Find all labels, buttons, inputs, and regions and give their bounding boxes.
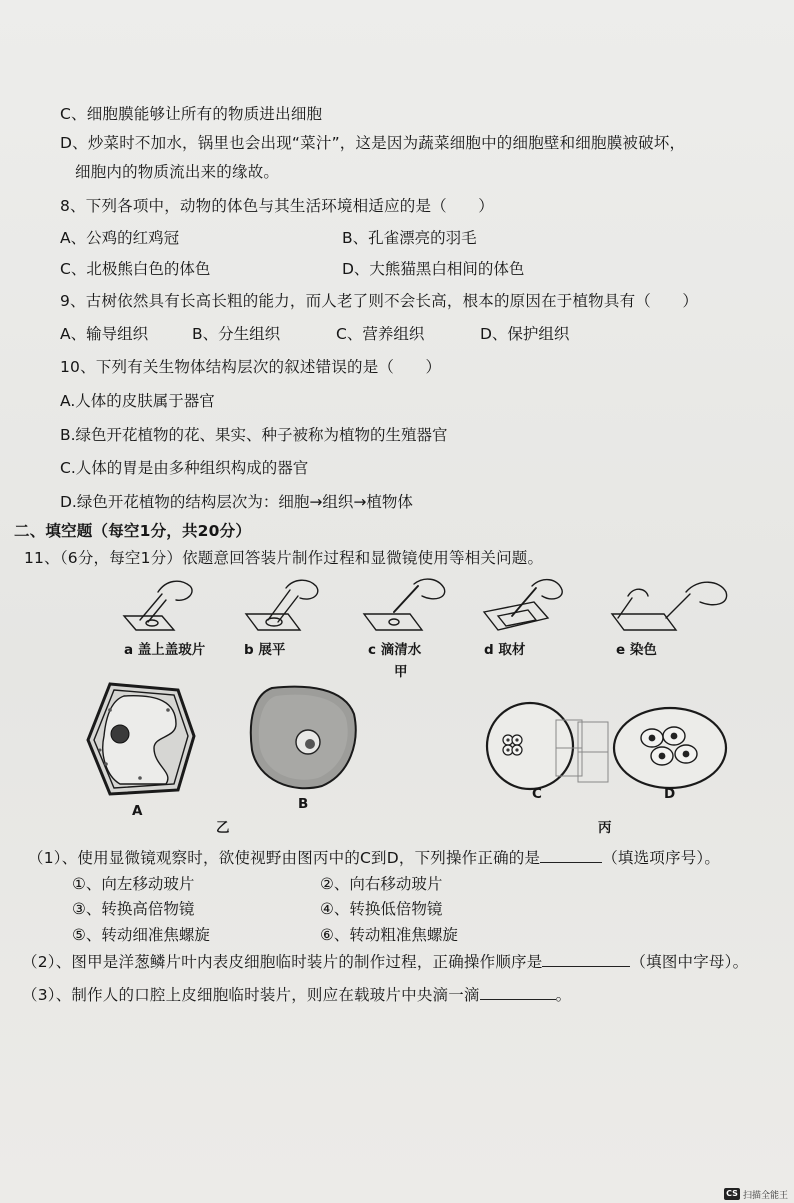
q11-op-4: ④、转换低倍物镜 xyxy=(320,900,443,918)
q11-op-2: ②、向右移动玻片 xyxy=(320,875,443,893)
q11-part2 xyxy=(22,952,748,972)
q11-op-6: ⑥、转动粗准焦螺旋 xyxy=(320,926,458,944)
q10-option-c: C.人体的胃是由多种组织构成的器官 xyxy=(60,459,309,477)
step-b-label: b 展平 xyxy=(244,642,286,658)
q8-option-b: B、孔雀漂亮的羽毛 xyxy=(342,229,477,247)
q11-part2-suffix: （填图中字母）。 xyxy=(630,953,749,971)
figure-yi-cell-a xyxy=(80,680,200,800)
figure-yi-caption: 乙 xyxy=(216,820,230,836)
figure-jia-caption: 甲 xyxy=(394,664,408,680)
q7-option-d-line2: 细胞内的物质流出来的缘故。 xyxy=(75,163,280,181)
q11-part3-suffix: 。 xyxy=(555,986,572,1004)
q8-option-a: A、公鸡的红鸡冠 xyxy=(60,229,180,247)
q11-part3-text: （3）、制作人的口腔上皮细胞临时装片，则应在载玻片中央滴一滴 xyxy=(22,986,480,1004)
step-a-label: a 盖上盖玻片 xyxy=(124,642,206,658)
q7-option-c: C、细胞膜能够让所有的物质进出细胞 xyxy=(60,105,323,123)
q11-part2-text: （2）、图甲是洋葱鳞片叶内表皮细胞临时装片的制作过程，正确操作顺序是 xyxy=(22,953,543,971)
figure-jia-steps xyxy=(118,572,738,636)
cell-b-label: B xyxy=(298,796,309,812)
q10-option-a: A.人体的皮肤属于器官 xyxy=(60,392,215,410)
q9-option-d: D、保护组织 xyxy=(480,325,570,343)
q9-option-a: A、输导组织 xyxy=(60,325,149,343)
q11-op-1: ①、向左移动玻片 xyxy=(72,875,195,893)
q10-option-b: B.绿色开花植物的花、果实、种子被称为植物的生殖器官 xyxy=(60,426,448,444)
figure-bing-view-d xyxy=(612,706,728,790)
q7-option-d-line1: D、炒菜时不加水，锅里也会出现“菜汁”，这是因为蔬菜细胞中的细胞壁和细胞膜被破坏， xyxy=(60,134,686,152)
q8-option-d: D、大熊猫黑白相间的体色 xyxy=(342,260,525,278)
figure-bing-view-c xyxy=(484,700,576,792)
view-d-label: D xyxy=(664,786,676,802)
scanner-logo-icon: CS xyxy=(724,1188,740,1200)
view-c-label: C xyxy=(532,786,542,802)
section-2-title: 二、填空题（每空1分，共20分） xyxy=(14,522,252,540)
q8-stem: 8、下列各项中，动物的体色与其生活环境相适应的是（ ） xyxy=(60,197,494,215)
step-e-label: e 染色 xyxy=(616,642,657,658)
figure-bing-caption: 丙 xyxy=(598,820,612,836)
q11-part3 xyxy=(22,985,571,1005)
q11-part2-answer-blank[interactable] xyxy=(542,966,630,967)
q11-stem: 11、（6分，每空1分）依题意回答装片制作过程和显微镜使用等相关问题。 xyxy=(24,549,544,567)
q10-option-d: D.绿色开花植物的结构层次为：细胞→组织→植物体 xyxy=(60,493,413,511)
q10-stem: 10、下列有关生物体结构层次的叙述错误的是（ ） xyxy=(60,358,442,376)
q11-op-3: ③、转换高倍物镜 xyxy=(72,900,195,918)
q11-part1-text: （1）、使用显微镜观察时，欲使视野由图丙中的C到D，下列操作正确的是 xyxy=(28,849,541,867)
figure-yi-cell-b xyxy=(248,684,360,792)
scanner-watermark xyxy=(724,1187,788,1201)
q11-part3-answer-blank[interactable] xyxy=(480,999,556,1000)
q11-op-5: ⑤、转动细准焦螺旋 xyxy=(72,926,210,944)
cell-a-label: A xyxy=(132,803,143,819)
q11-part1 xyxy=(28,848,720,868)
step-c-label: c 滴清水 xyxy=(368,642,422,658)
q8-option-c: C、北极熊白色的体色 xyxy=(60,260,211,278)
q9-option-b: B、分生组织 xyxy=(192,325,281,343)
q9-stem: 9、古树依然具有长高长粗的能力，而人老了则不会长高，根本的原因在于植物具有（ ） xyxy=(60,292,699,310)
scanner-watermark-text: 扫描全能王 xyxy=(742,1190,788,1201)
q11-part1-suffix: （填选项序号）。 xyxy=(602,849,721,867)
q9-option-c: C、营养组织 xyxy=(336,325,425,343)
step-d-label: d 取材 xyxy=(484,642,526,658)
q11-part1-answer-blank[interactable] xyxy=(540,862,602,863)
